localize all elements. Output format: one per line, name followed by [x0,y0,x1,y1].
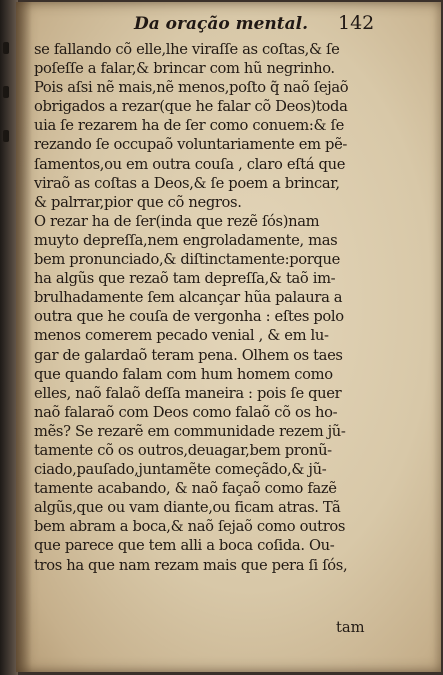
text-line: naõ falaraõ com Deos como falaõ cõ os ho- [34,403,338,421]
body-text [34,40,430,575]
running-head: Da oração mental. [134,14,309,34]
text-line: viraõ as coſtas a Deos,& ſe poem a brincar, [34,174,340,192]
text-line: ha algũs que rezaõ tam depreſſa,& taõ im- [34,270,336,288]
text-line: elles, naõ falaõ deſſa maneira : pois ſe quer [34,384,342,402]
text-line: Pois aſsi nẽ mais,nẽ menos,poſto q̃ naõ ſejaõ [34,79,349,97]
text-line: uia ſe rezarem ha de ſer como conuem:& ſe [34,117,344,135]
catchword: tam [336,619,365,636]
spine-shadow [16,2,32,672]
text-line: muyto depreſſa,nem engroladamente, mas [34,231,338,249]
text-line: menos comerem pecado venial , & em lu- [34,327,329,345]
text-line: tamente cõ os outros,deuagar,bem pronũ- [34,441,332,459]
text-line: rezando ſe occupaõ voluntariamente em pẽ- [34,136,348,154]
facing-page-ink-mark [3,86,9,98]
text-line: bem pronunciado,& diſtinctamente:porque [34,251,340,269]
text-line: poſeſſe a falar,& brincar com hũ negrinho. [34,60,335,78]
page [16,2,441,672]
text-line: ciado,pauſado,juntamẽte começãdo,& jũ- [34,461,327,479]
text-line: brulhadamente ſem alcançar hũa palaura a [34,289,343,307]
text-line: tros ha que nam rezam mais que pera ſi ſós, [34,556,348,574]
text-line: O rezar ha de ſer(inda que rezẽ ſós)nam [34,212,320,230]
text-line: que quando falam com hum homem como [34,365,333,383]
page-header [16,12,441,40]
text-line: tamente acabando, & naõ façaõ como fazẽ [34,480,337,498]
page-number: 142 [338,12,375,34]
text-line: obrigados a rezar(que he falar cõ Deos)toda [34,98,348,116]
facing-page-ink-mark [3,42,9,54]
text-line: bem abram a boca,& naõ ſejaõ como outros [34,518,346,536]
text-line: se fallando cõ elle,lhe viraſſe as coſtas,& ſe [34,41,340,58]
text-line: que parece que tem alli a boca coſida. Ou- [34,537,335,555]
text-line: algũs,que ou vam diante,ou ficam atras. Tã [34,499,341,517]
text-line: & palrrar,pior que cõ negros. [34,193,242,211]
facing-page-ink-mark [3,130,9,142]
text-line: mẽs? Se rezarẽ em communidade rezem jũ- [34,422,346,440]
text-line: gar de galardaõ teram pena. Olhem os taes [34,346,343,364]
text-line: outra que he couſa de vergonha : eſtes polo [34,308,344,326]
text-line: ſamentos,ou em outra couſa , claro eſtá que [34,155,346,173]
